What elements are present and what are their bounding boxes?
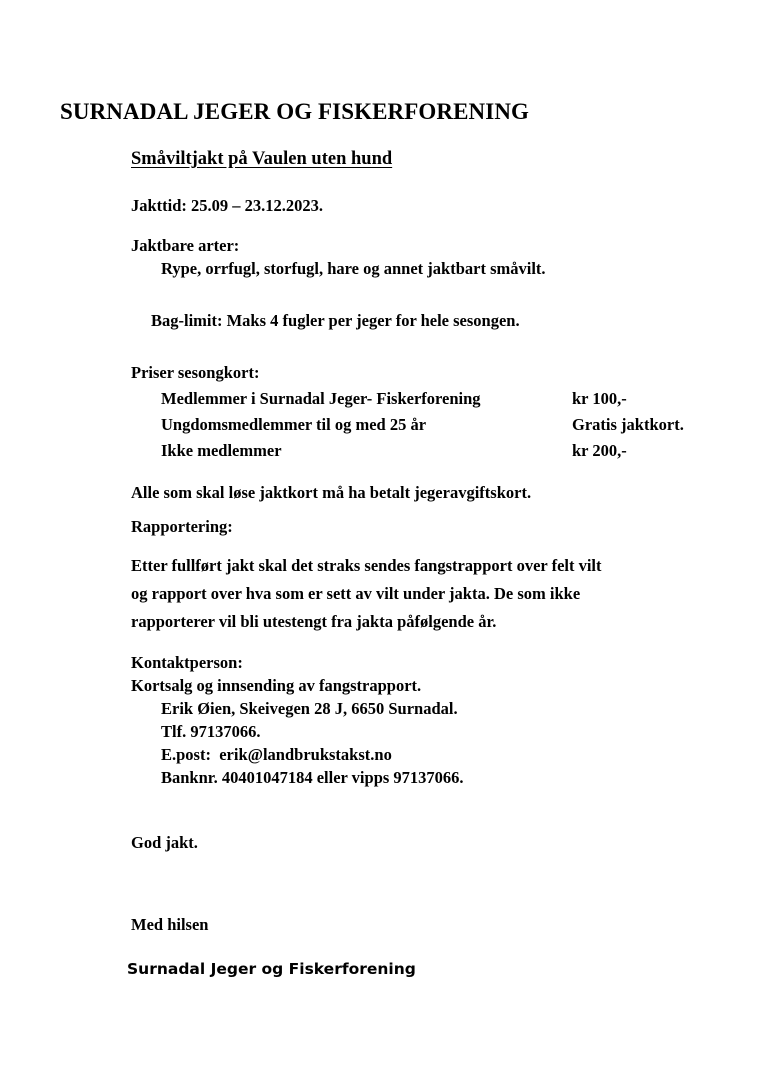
reporting-line: rapporterer vil bli utestengt fra jakta påfølgende år. bbox=[131, 612, 497, 631]
bag-limit: Bag-limit: Maks 4 fugler per jeger for hele sesongen. bbox=[151, 311, 520, 330]
closing-greeting: Med hilsen bbox=[131, 915, 209, 934]
price-row bbox=[161, 441, 684, 467]
price-value: kr 100,- bbox=[572, 389, 627, 408]
organization-title: SURNADAL JEGER OG FISKERFORENING bbox=[60, 99, 530, 124]
contact-email-line bbox=[161, 745, 392, 765]
email-address[interactable]: erik@landbrukstakst.no bbox=[219, 745, 392, 764]
price-value: Gratis jaktkort. bbox=[572, 415, 684, 434]
reporting-heading: Rapportering: bbox=[131, 517, 233, 536]
price-label: Ikke medlemmer bbox=[161, 441, 282, 460]
price-value: kr 200,- bbox=[572, 441, 627, 460]
reporting-line: og rapport over hva som er sett av vilt under jakta. De som ikke bbox=[131, 584, 581, 603]
season-dates: Jakttid: 25.09 – 23.12.2023. bbox=[131, 196, 324, 215]
contact-subheading: Kortsalg og innsending av fangstrapport. bbox=[131, 676, 422, 695]
contact-phone: Tlf. 97137066. bbox=[161, 722, 261, 741]
contact-heading: Kontaktperson: bbox=[131, 653, 243, 672]
price-label: Medlemmer i Surnadal Jeger- Fiskerforening bbox=[161, 389, 481, 408]
fee-note: Alle som skal løse jaktkort må ha betalt jegeravgiftskort. bbox=[131, 483, 532, 502]
closing-wish: God jakt. bbox=[131, 833, 198, 852]
price-label: Ungdomsmedlemmer til og med 25 år bbox=[161, 415, 427, 434]
prices-heading: Priser sesongkort: bbox=[131, 363, 260, 382]
email-label: E.post: bbox=[161, 745, 211, 764]
species-list: Rype, orrfugl, storfugl, hare og annet jaktbart småvilt. bbox=[161, 259, 546, 278]
document-subtitle: Småviltjakt på Vaulen uten hund bbox=[131, 149, 393, 169]
price-table bbox=[161, 389, 684, 467]
signature: Surnadal Jeger og Fiskerforening bbox=[127, 960, 416, 978]
reporting-line: Etter fullført jakt skal det straks sendes fangstrapport over felt vilt bbox=[131, 556, 602, 575]
contact-name-address: Erik Øien, Skeivegen 28 J, 6650 Surnadal. bbox=[161, 699, 458, 718]
price-row bbox=[161, 415, 684, 441]
contact-bank: Banknr. 40401047184 eller vipps 97137066. bbox=[161, 768, 464, 787]
price-row bbox=[161, 389, 684, 415]
reporting-text bbox=[131, 552, 602, 636]
species-heading: Jaktbare arter: bbox=[131, 236, 240, 255]
